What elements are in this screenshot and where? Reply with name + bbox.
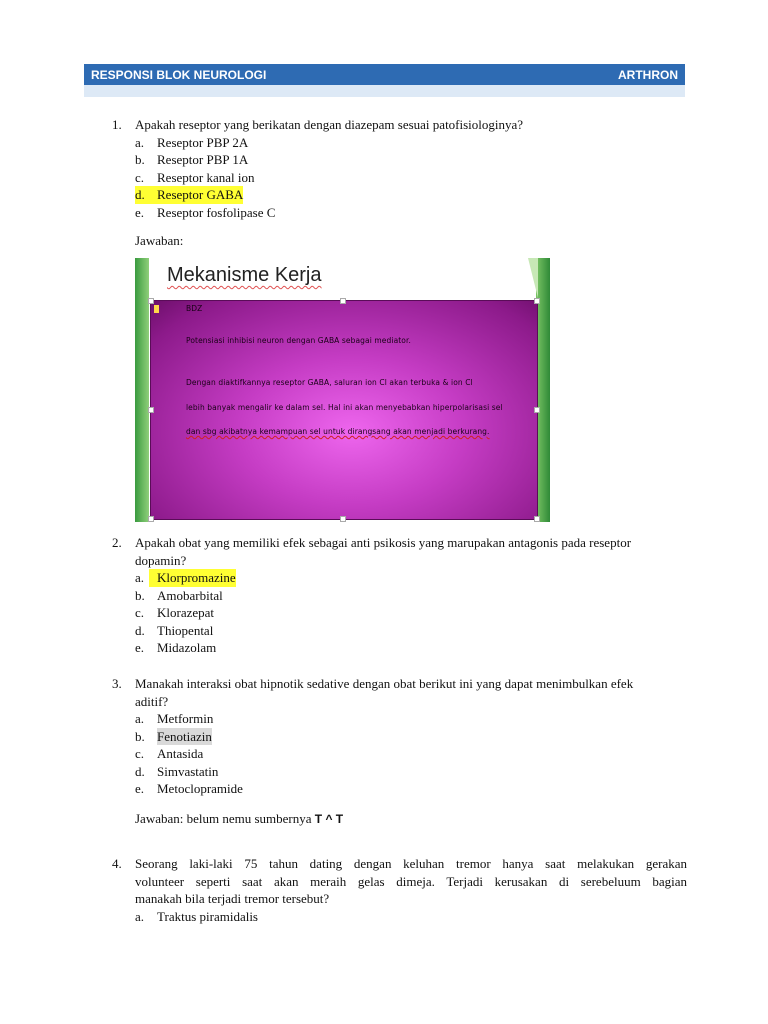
question-text: volunteer seperti saat akan meraih gelas dimeja. Terjadi kerusakan di serebeluum bagian <box>135 873 687 889</box>
header-subbar <box>84 85 685 97</box>
option-e: e. Reseptor fosfolipase C <box>135 204 276 220</box>
answer-text: Jawaban: belum nemu sumbernya <box>135 811 315 826</box>
question-number: 3. <box>112 676 122 691</box>
question-number: 4. <box>112 856 122 871</box>
header-title: RESPONSI BLOK NEUROLOGI <box>91 67 267 82</box>
option-text-highlighted: Klorpromazine <box>149 569 236 587</box>
option-text: Reseptor PBP 1A <box>157 152 249 167</box>
option-text: Simvastatin <box>157 763 219 779</box>
resize-handle <box>340 516 346 522</box>
question-4 <box>112 855 687 925</box>
header-right-label: ARTHRON <box>618 67 678 82</box>
option-text: Metformin <box>157 711 214 726</box>
question-text: manakah bila terjadi tremor tersebut? <box>135 891 330 906</box>
option-text-highlighted: Reseptor GABA <box>157 187 244 202</box>
resize-handle <box>534 516 540 522</box>
slide-content-box <box>150 300 538 520</box>
option-text: Antasida <box>157 746 204 761</box>
option-text: Amobarbital <box>157 587 223 603</box>
option-d: d. Thiopental <box>135 622 214 638</box>
option-text: Thiopental <box>157 622 214 638</box>
option-a: a. Traktus piramidalis <box>135 908 258 924</box>
question-text: dopamin? <box>135 552 187 568</box>
question-3 <box>112 675 687 798</box>
resize-handle <box>534 407 540 413</box>
option-text-highlighted: Fenotiazin <box>157 728 212 744</box>
question-1 <box>112 116 687 221</box>
option-a-correct: a. Klorpromazine <box>135 570 236 585</box>
option-c: c. Klorazepat <box>135 605 215 620</box>
question-number: 1. <box>112 117 122 132</box>
document-header <box>84 64 685 85</box>
resize-handle <box>148 407 154 413</box>
question-text: Apakah obat yang memiliki efek sebagai anti psikosis yang marupakan antagonis pada reseptor <box>135 535 632 550</box>
option-e: e. Metoclopramide <box>135 781 243 796</box>
resize-handle <box>340 298 346 304</box>
bullet-marker <box>154 305 159 313</box>
option-text: Midazolam <box>157 640 217 655</box>
option-text: Klorazepat <box>157 605 215 620</box>
question-text: Seorang laki-laki 75 tahun dating dengan keluhan tremor hanya saat melakukan gerakan <box>135 856 687 871</box>
answer-label-q1: Jawaban: <box>135 233 184 248</box>
option-b: b. Amobarbital <box>135 587 223 603</box>
slide-line: Potensiasi inhibisi neuron dengan GABA sebagai mediator. <box>186 336 411 345</box>
option-text: Reseptor fosfolipase C <box>157 204 276 220</box>
answer-emoticon: T ^ T <box>314 812 344 826</box>
resize-handle <box>148 516 154 522</box>
option-b: b. Reseptor PBP 1A <box>135 152 249 167</box>
option-a: a. Reseptor PBP 2A <box>135 134 249 150</box>
question-text: Manakah interaksi obat hipnotik sedative dengan obat berikut ini yang dapat menimbulkan efek <box>135 676 634 691</box>
option-e: e. Midazolam <box>135 640 217 655</box>
resize-handle <box>534 298 540 304</box>
slide-title: Mekanisme Kerja <box>167 264 322 286</box>
slide-decoration-left <box>135 258 149 522</box>
resize-handle <box>148 298 154 304</box>
slide-line: dan sbg akibatnya kemampuan sel untuk dirangsang akan menjadi berkurang. <box>186 427 490 436</box>
option-text: Metoclopramide <box>157 781 243 796</box>
question-number: 2. <box>112 535 122 550</box>
option-text: Reseptor PBP 2A <box>157 134 249 150</box>
option-c: c. Reseptor kanal ion <box>135 169 255 185</box>
option-b-selected: b. Fenotiazin <box>135 728 212 744</box>
option-c: c. Antasida <box>135 746 204 761</box>
option-text: Traktus piramidalis <box>157 908 258 924</box>
option-d-correct: d. Reseptor GABA <box>135 187 244 202</box>
option-a: a. Metformin <box>135 711 214 726</box>
question-2 <box>112 534 687 657</box>
slide-line: Dengan diaktifkannya reseptor GABA, saluran ion Cl akan terbuka & ion Cl <box>186 378 473 387</box>
slide-figure <box>135 258 550 522</box>
option-d: d. Simvastatin <box>135 763 219 779</box>
slide-line: lebih banyak mengalir ke dalam sel. Hal ini akan menyebabkan hiperpolarisasi sel <box>186 403 503 412</box>
question-text: Apakah reseptor yang berikatan dengan diazepam sesuai patofisiologinya? <box>135 117 524 132</box>
question-text: aditif? <box>135 693 169 709</box>
answer-q3 <box>135 810 343 828</box>
option-text: Reseptor kanal ion <box>157 169 255 185</box>
slide-line: BDZ <box>186 304 203 313</box>
